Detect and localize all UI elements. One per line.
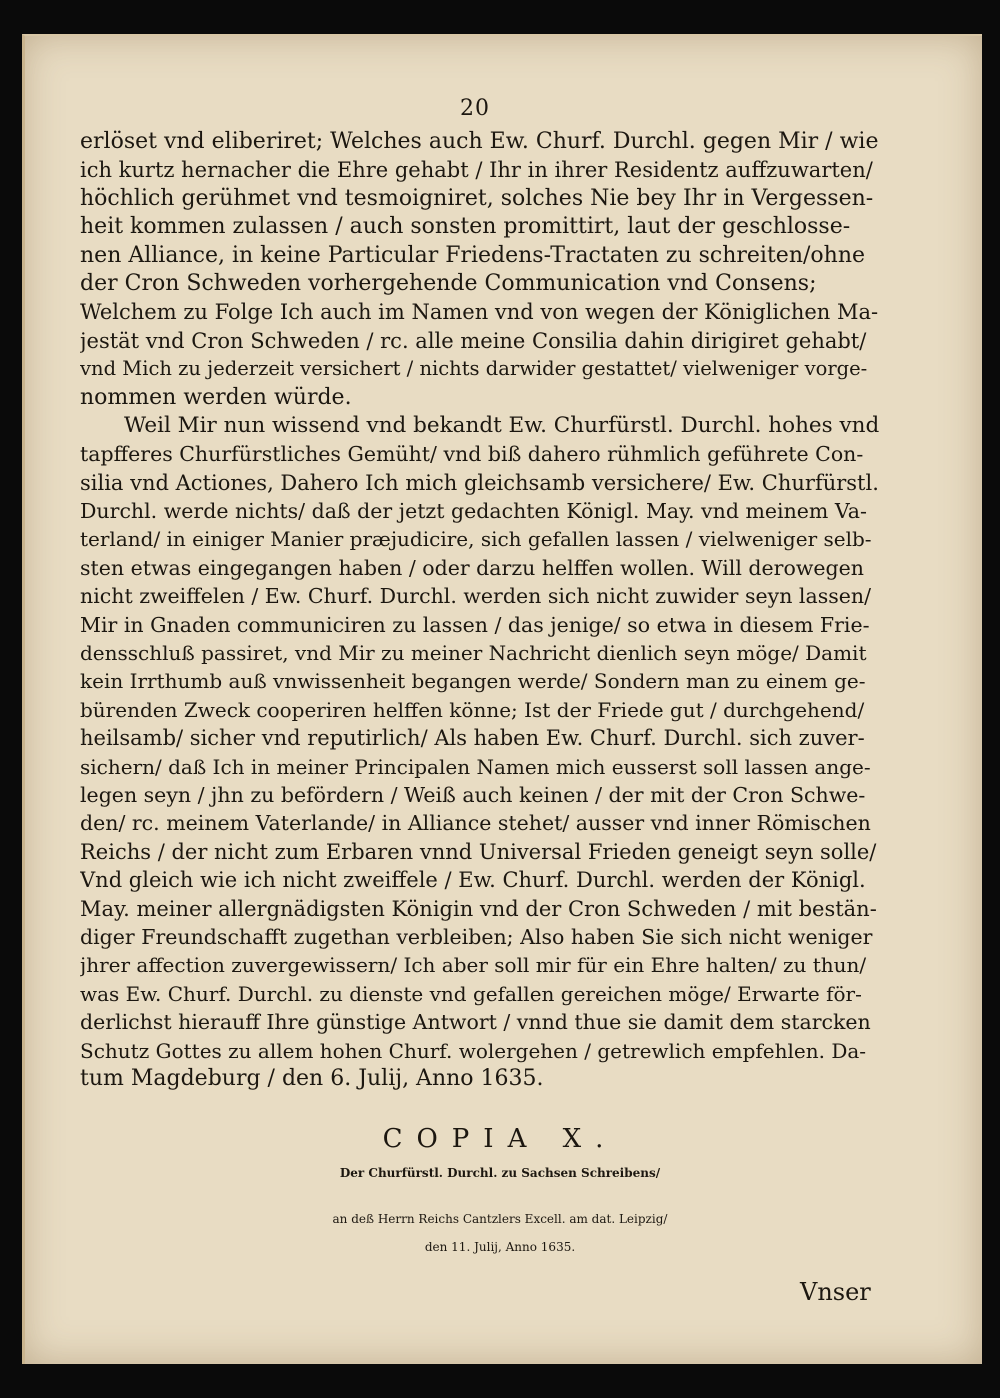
letter-title-line-2: an deß Herrn Reichs Cantzlers Excell. am dat. Leipzig/ [332,1212,668,1226]
text-line: nicht zweiffelen / Ew. Churf. Durchl. werden sich nicht zuwider seyn lassen/ [80,584,871,609]
text-line: Weil Mir nun wissend vnd bekandt Ew. Churfürstl. Durchl. hohes vnd [124,412,880,438]
text-line: heilsamb/ sicher vnd reputirlich/ Als haben Ew. Churf. Durchl. sich zuver- [80,726,865,751]
text-line: silia vnd Actiones, Dahero Ich mich gleichsamb versichere/ Ew. Churfürstl. [80,470,879,495]
text-line: Mir in Gnaden communiciren zu lassen / das jenige/ so etwa in diesem Frie- [80,612,870,637]
text-line: nommen werden würde. [80,384,352,410]
text-line: kein Irrthumb auß vnwissenheit begangen werde/ Sondern man zu einem ge- [80,669,866,694]
letter-title-line-1: Der Churfürstl. Durchl. zu Sachsen Schreibens/ [339,1166,661,1180]
text-line: densschluß passiret, vnd Mir zu meiner Nachricht dienlich seyn möge/ Damit [80,641,867,666]
text-line: jestät vnd Cron Schweden / rc. alle meine Consilia dahin dirigiret gehabt/ [80,328,867,353]
text-line: nen Alliance, in keine Particular Friedens-Tractaten zu schreiten/ohne [80,242,866,268]
text-line: sten etwas eingegangen haben / oder darzu helffen wollen. Will derowegen [80,555,864,580]
text-line: was Ew. Churf. Durchl. zu dienste vnd gefallen gereichen möge/ Erwarte för- [80,981,862,1006]
text-line: legen seyn / jhn zu befördern / Weiß auch keinen / der mit der Cron Schwe- [80,782,866,807]
section-heading: COPIA X. [382,1124,618,1154]
text-line: tapfferes Churfürstliches Gemüht/ vnd biß dahero rühmlich geführete Con- [80,442,864,467]
text-line: derlichst hierauff Ihre günstige Antwort / vnnd thue sie damit dem starcken [80,1010,871,1035]
text-line: sichern/ daß Ich in meiner Principalen Namen mich eusserst soll lassen ange- [80,754,871,779]
text-line: vnd Mich zu jederzeit versichert / nichts darwider gestattet/ vielweniger vorge- [80,357,868,381]
text-line: Schutz Gottes zu allem hohen Churf. wolergehen / getrewlich empfehlen. Da- [80,1038,867,1063]
text-line: diger Freundschafft zugethan verbleiben; Also haben Sie sich nicht weniger [80,924,873,949]
text-line: höchlich gerühmet vnd tesmoigniret, solches Nie bey Ihr in Vergessen- [80,185,874,211]
text-line: bürenden Zweck cooperiren helffen könne; Ist der Friede gut / durchgehend/ [80,697,865,722]
text-line: May. meiner allergnädigsten Königin vnd der Cron Schweden / mit bestän- [80,896,877,921]
text-line: der Cron Schweden vorhergehende Communication vnd Consens; [80,270,817,296]
text-line: Welchem zu Folge Ich auch im Namen vnd von wegen der Königlichen Ma- [80,300,879,325]
catchword: Vnser [800,1278,871,1306]
text-line: Reichs / der nicht zum Erbaren vnnd Universal Frieden geneigt seyn solle/ [80,839,877,864]
text-line: erlöset vnd eliberiret; Welches auch Ew. Churf. Durchl. gegen Mir / wie [80,129,879,154]
body-paragraph [80,128,880,1093]
letter-title-line-3: den 11. Julij, Anno 1635. [424,1240,576,1254]
text-line: heit kommen zulassen / auch sonsten promittirt, laut der geschlosse- [80,214,851,240]
page-number: 20 [460,96,490,121]
text-line: Durchl. werde nichts/ daß der jetzt gedachten Königl. May. vnd meinem Va- [80,499,867,524]
text-line: jhrer affection zuvergewissern/ Ich aber soll mir für ein Ehre halten/ zu thun/ [80,953,867,978]
text-line: terland/ in einiger Manier præjudicire, sich gefallen lassen / vielweniger selb- [80,527,872,552]
text-line: Vnd gleich wie ich nicht zweiffele / Ew. Churf. Durchl. werden der Königl. [80,868,866,893]
text-line: den/ rc. meinem Vaterlande/ in Alliance stehet/ ausser vnd inner Römischen [80,811,871,836]
text-line: ich kurtz hernacher die Ehre gehabt / Ihr in ihrer Residentz auffzuwarten/ [80,158,873,183]
text-line: tum Magdeburg / den 6. Julij, Anno 1635. [80,1065,544,1091]
